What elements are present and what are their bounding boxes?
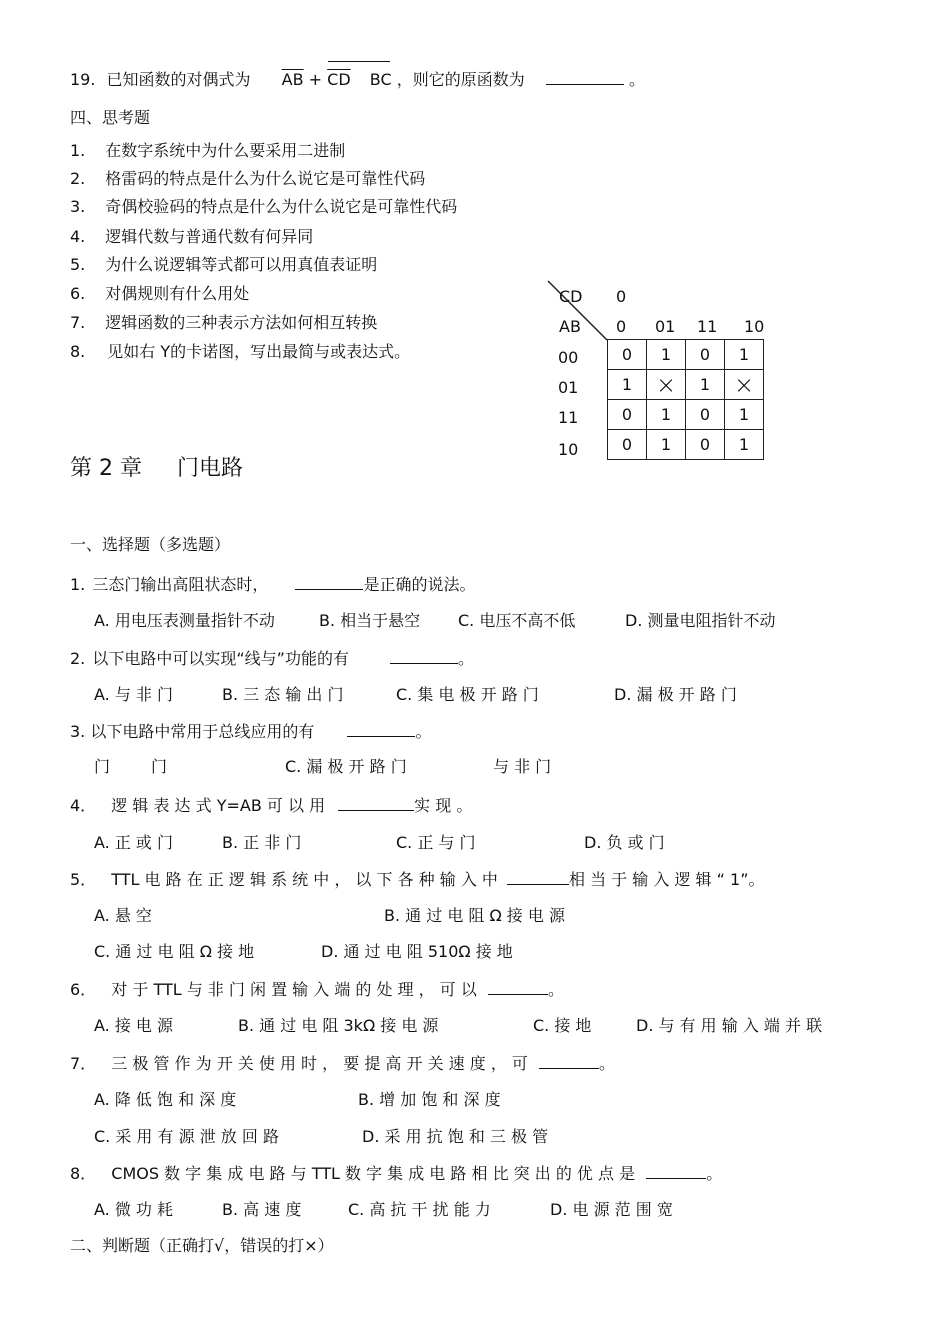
kmap-cell: 1	[725, 430, 764, 460]
kmap-row	[608, 430, 764, 460]
q19-expr-bc: BC	[369, 70, 392, 89]
kmap-row	[608, 340, 764, 370]
question-stem: 6． 对 于 TTL 与 非 门 闲 置 输 入 端 的 处 理 ， 可 以 。	[70, 980, 564, 999]
option[interactable]: A. 与 非 门	[94, 685, 174, 704]
kmap-cell-dontcare: ×	[725, 370, 764, 400]
kmap-cell: 1	[608, 370, 647, 400]
q19-number: 19.	[70, 70, 96, 89]
kmap-cell: 0	[608, 430, 647, 460]
chapter-title: 门电路	[176, 456, 243, 481]
kmap-col-header: 0	[616, 317, 627, 336]
q19-suffix: ，则它的原函数为	[396, 70, 525, 89]
option[interactable]: C. 接 地	[533, 1016, 592, 1035]
answer-blank[interactable]	[507, 870, 569, 885]
thinking-item: 6. 对偶规则有什么用处	[70, 284, 250, 303]
kmap-cell: 0	[686, 400, 725, 430]
option[interactable]: C. 采 用 有 源 泄 放 回 路	[94, 1127, 279, 1146]
question-stem: 1. 三态门输出高阻状态时， 是正确的说法。	[70, 575, 476, 594]
kmap-cell: 0	[686, 340, 725, 370]
kmap-col-header: 01	[655, 317, 676, 336]
kmap-cell: 1	[686, 370, 725, 400]
q19-prefix: 已知函数的对偶式为	[106, 70, 251, 89]
option[interactable]: B. 正 非 门	[222, 833, 302, 852]
option[interactable]: C. 高 抗 干 扰 能 力	[348, 1200, 491, 1219]
q19-expr-cd: $\overline{CD}$	[327, 70, 351, 89]
thinking-item: 1. 在数字系统中为什么要采用二进制	[70, 141, 346, 160]
option[interactable]: A. 正 或 门	[94, 833, 174, 852]
q19-line	[70, 70, 645, 90]
option[interactable]: D. 与 有 用 输 入 端 并 联	[636, 1016, 823, 1035]
q19-end: 。	[628, 70, 645, 89]
thinking-item: 4. 逻辑代数与普通代数有何异同	[70, 227, 314, 246]
kmap-col-header: 10	[744, 317, 765, 336]
question-stem: 2. 以下电路中可以实现“线与”功能的有 。	[70, 649, 475, 668]
question-stem: 4． 逻 辑 表 达 式 Y=AB 可 以 用 实 现 。	[70, 796, 473, 815]
q19-overline-bar	[328, 61, 390, 62]
kmap-cell: 1	[647, 340, 686, 370]
chapter-heading	[70, 456, 243, 482]
section2-title: 二、判断题（正确打√，错误的打×）	[70, 1236, 334, 1255]
option[interactable]: B. 增 加 饱 和 深 度	[358, 1090, 501, 1109]
q19-expr-ab: $\overline{AB}$	[281, 70, 304, 89]
option[interactable]: C. 集 电 极 开 路 门	[396, 685, 539, 704]
kmap-row-header: 01	[558, 378, 579, 397]
section4-title: 四、思考题	[70, 108, 151, 127]
option[interactable]: A. 悬 空	[94, 906, 152, 925]
answer-blank[interactable]	[539, 1054, 599, 1069]
question-stem: 5． TTL 电 路 在 正 逻 辑 系 统 中 ， 以 下 各 种 输 入 中 相 当 于 输 入 逻 辑 “ 1”。	[70, 870, 765, 889]
q19-answer-blank[interactable]	[546, 70, 624, 85]
section1-title: 一、选择题（多选题）	[70, 535, 231, 554]
answer-blank[interactable]	[488, 980, 548, 995]
answer-blank[interactable]	[347, 722, 415, 737]
option[interactable]: B. 通 过 电 阻 3kΩ 接 电 源	[238, 1016, 439, 1035]
thinking-item: 7. 逻辑函数的三种表示方法如何相互转换	[70, 313, 378, 332]
option[interactable]: D. 通 过 电 阻 510Ω 接 地	[321, 942, 513, 961]
question-stem: 3. 以下电路中常用于总线应用的有 。	[70, 722, 432, 741]
kmap-cd-top: 0	[616, 287, 627, 306]
kmap-row	[608, 400, 764, 430]
answer-blank[interactable]	[390, 649, 458, 664]
answer-blank[interactable]	[295, 575, 363, 590]
option[interactable]: A. 用电压表测量指针不动	[94, 611, 275, 630]
option[interactable]: D. 测量电阻指针不动	[625, 611, 776, 630]
kmap-cell: 0	[608, 400, 647, 430]
option[interactable]: D. 采 用 抗 饱 和 三 极 管	[362, 1127, 549, 1146]
kmap-cell: 1	[725, 340, 764, 370]
option[interactable]: B. 高 速 度	[222, 1200, 302, 1219]
thinking-item: 8. 见如右 Y的卡诺图，写出最简与或表达式。	[70, 342, 411, 361]
option[interactable]: B. 三 态 输 出 门	[222, 685, 344, 704]
kmap-cell: 1	[647, 430, 686, 460]
thinking-item: 5. 为什么说逻辑等式都可以用真值表证明	[70, 255, 378, 274]
thinking-item: 2. 格雷码的特点是什么为什么说它是可靠性代码	[70, 169, 426, 188]
option[interactable]: D. 电 源 范 围 宽	[550, 1200, 673, 1219]
kmap-col-header: 11	[697, 317, 718, 336]
question-stem: 7． 三 极 管 作 为 开 关 使 用 时 ， 要 提 高 开 关 速 度 ， 可 。	[70, 1054, 616, 1073]
answer-blank[interactable]	[338, 796, 414, 811]
option[interactable]: C. 通 过 电 阻 Ω 接 地	[94, 942, 255, 961]
option[interactable]: D. 负 或 门	[584, 833, 665, 852]
kmap-table	[607, 339, 764, 460]
kmap-row-header: 00	[558, 348, 579, 367]
chapter-number: 第 2 章	[70, 456, 142, 481]
option[interactable]: D. 漏 极 开 路 门	[614, 685, 737, 704]
option[interactable]: A. 接 电 源	[94, 1016, 174, 1035]
kmap-cell-dontcare: ×	[647, 370, 686, 400]
kmap-row-header: 11	[558, 408, 579, 427]
option[interactable]: 与 非 门	[493, 757, 552, 776]
thinking-item: 3. 奇偶校验码的特点是什么为什么说它是可靠性代码	[70, 197, 458, 216]
kmap-cd-label: CD	[559, 287, 583, 306]
option[interactable]: B. 通 过 电 阻 Ω 接 电 源	[384, 906, 565, 925]
kmap-cell: 1	[725, 400, 764, 430]
option[interactable]: C. 电压不高不低	[458, 611, 576, 630]
kmap-cell: 0	[608, 340, 647, 370]
kmap-cell: 0	[686, 430, 725, 460]
kmap-cell: 1	[647, 400, 686, 430]
kmap-ab-label: AB	[559, 317, 581, 336]
option[interactable]: 门	[94, 757, 111, 776]
option[interactable]: A. 降 低 饱 和 深 度	[94, 1090, 237, 1109]
kmap-row	[608, 370, 764, 400]
answer-blank[interactable]	[646, 1164, 706, 1179]
question-stem: 8． CMOS 数 字 集 成 电 路 与 TTL 数 字 集 成 电 路 相 比 突 出 的 优 点 是 。	[70, 1164, 723, 1183]
option[interactable]: 门	[151, 757, 168, 776]
option[interactable]: A. 微 功 耗	[94, 1200, 174, 1219]
q19-expr-plus: +	[308, 70, 323, 89]
option[interactable]: B. 相当于悬空	[319, 611, 421, 630]
option[interactable]: C. 正 与 门	[396, 833, 476, 852]
option[interactable]: C. 漏 极 开 路 门	[285, 757, 407, 776]
kmap-row-header: 10	[558, 440, 579, 459]
